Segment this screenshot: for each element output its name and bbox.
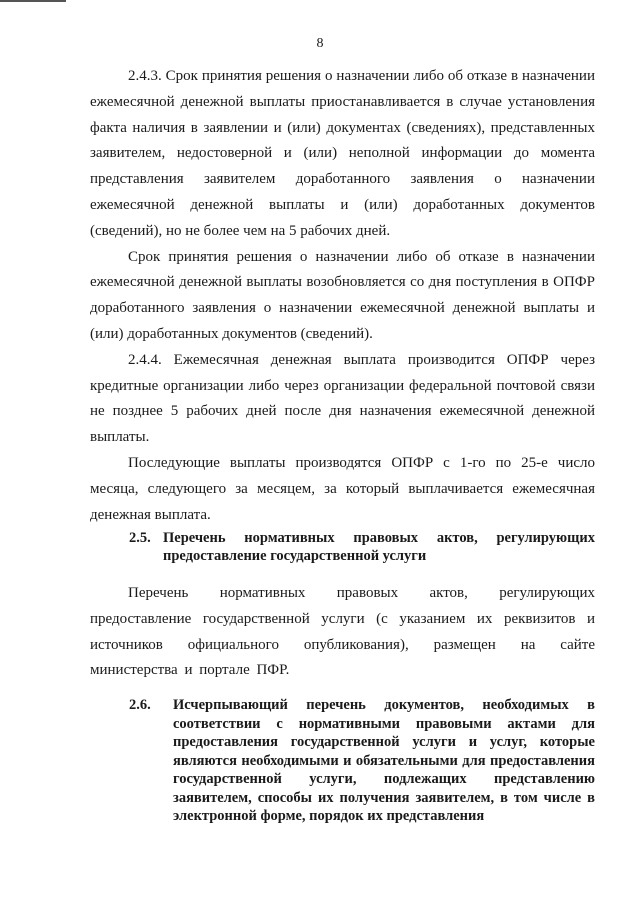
section-2-6-number: 2.6. xyxy=(129,697,151,713)
paragraph-2-4-3: 2.4.3. Срок принятия решения о назначении либо об отказе в назначении ежемесячной денежной выплаты приостанавливается в случае установления факта наличия в заявлении и (или) документах (сведениях), представленных заявителем, недостоверной и (или) неполной информации до момента представления заявителем доработанного заявления о назначении ежемесячной денежной выплаты и (или) доработанных документов (сведений), но не более чем на 5 рабочих дней. xyxy=(90,68,595,239)
paragraph-2-4-4: 2.4.4. Ежемесячная денежная выплата производится ОПФР через кредитные организации либо через организации федеральной почтовой связи не позднее 5 рабочих дней после дня назначения ежемесячной денежной выплаты. xyxy=(90,351,595,446)
page-number: 8 xyxy=(316,36,324,51)
paragraph-resume-term: Срок принятия решения о назначении либо об отказе в назначении ежемесячной денежной выплаты возобновляется со дня поступления в ОПФР доработанного заявления о назначении ежемесячной денежной выплаты и (или) доработанных документов (сведений). xyxy=(90,248,595,342)
section-2-5-number: 2.5. xyxy=(129,530,151,546)
section-2-4-text xyxy=(90,64,595,528)
paragraph-2-5: Перечень нормативных правовых актов, регулирующих предоставление государственной услуги (с указанием их реквизитов и источников официального опубликования), размещен на сайте министерства и портале ПФР. xyxy=(90,585,595,679)
section-2-5-heading xyxy=(129,529,595,565)
section-2-5-text xyxy=(90,581,595,684)
section-2-6-heading xyxy=(129,696,595,826)
section-2-6-title: Исчерпывающий перечень документов, необходимых в соответствии с нормативными правовыми актами для предоставления государственной услуги и услуг, которые являются необходимыми и обязательными для предоставления государственной услуги, подлежащих представлению заявителем, способы их получения заявителем, в том числе в электронной форме, порядок их представления xyxy=(173,697,595,824)
paragraph-subsequent-payments: Последующие выплаты производятся ОПФР с 1-го по 25-е число месяца, следующего за месяцем, за который выплачивается ежемесячная денежная выплата. xyxy=(90,454,595,523)
scan-edge-mark xyxy=(0,0,66,2)
section-2-5-title: Перечень нормативных правовых актов, регулирующих предоставление государственной услуги xyxy=(163,530,595,564)
